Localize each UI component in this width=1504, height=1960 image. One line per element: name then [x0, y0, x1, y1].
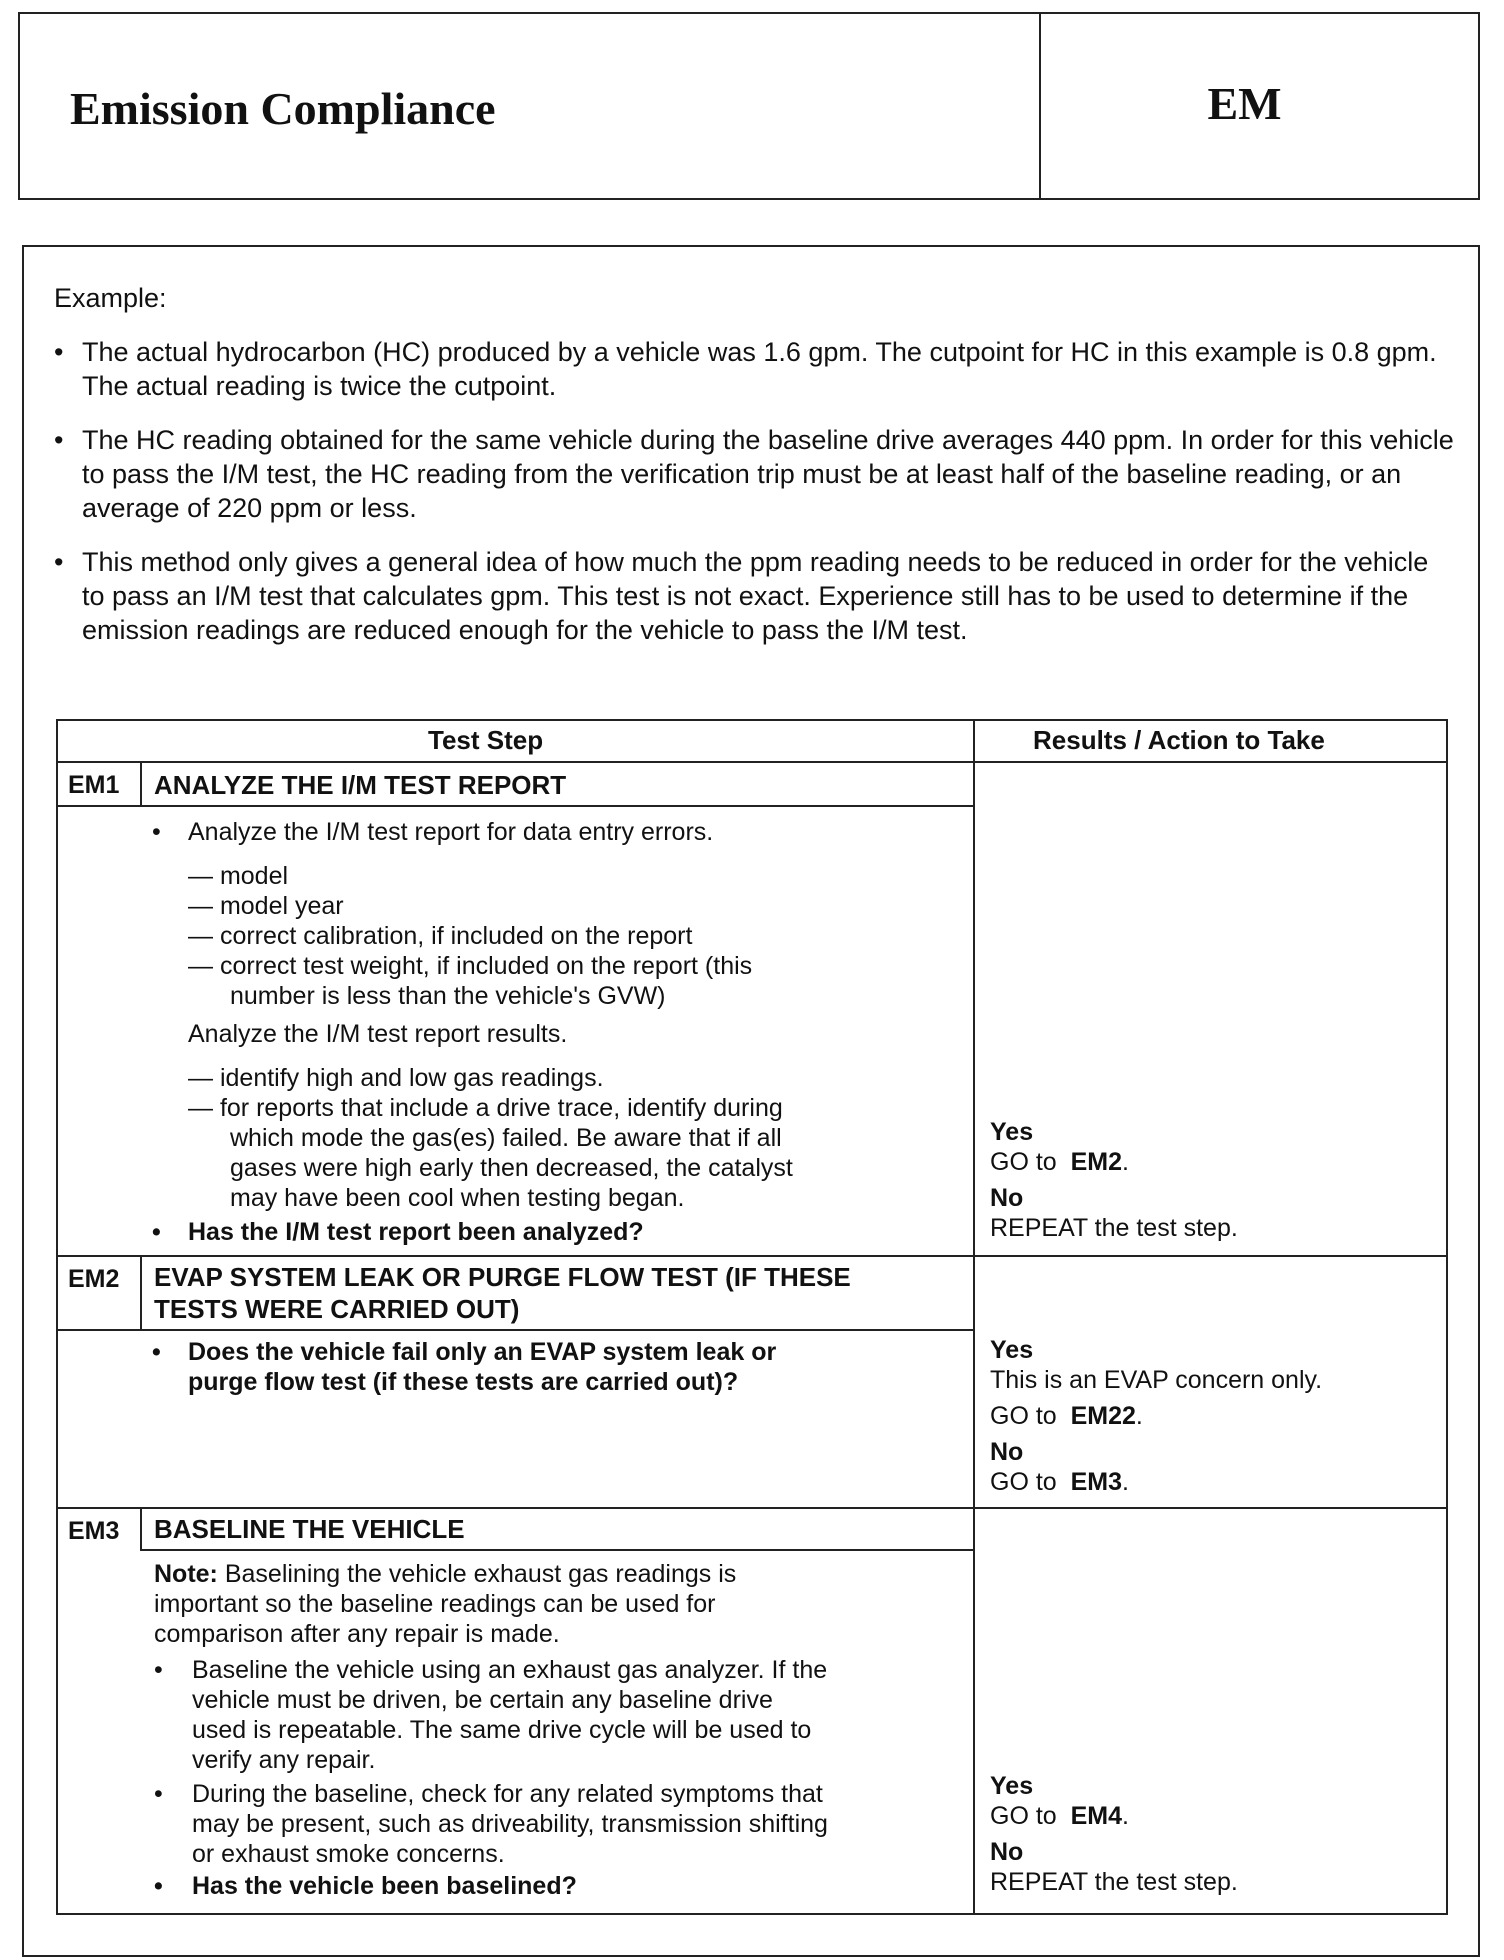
- column-header-results: Results / Action to Take: [1033, 725, 1325, 755]
- step-id-divider: [140, 1507, 142, 1549]
- result-yes-action: GO to EM22.: [990, 1402, 1143, 1430]
- example-bullet: • The HC reading obtained for the same vehicle during the baseline drive averages 440 ppm. In order for this vehicle to pass the I/M test, the HC reading from the verification trip must be at least half of the baseline reading, or an average of 220 ppm or less.: [54, 425, 1454, 523]
- dash-list: [188, 861, 752, 1011]
- list-item: which mode the gas(es) failed. Be aware that if all: [230, 1124, 782, 1152]
- step-title: ANALYZE THE I/M TEST REPORT: [154, 770, 567, 800]
- list-item: gases were high early then decreased, the catalyst: [230, 1154, 793, 1182]
- step-id: EM3: [68, 1517, 120, 1545]
- column-divider: [973, 721, 975, 1913]
- list-item: — for reports that include a drive trace, identify during: [188, 1094, 783, 1122]
- step-id-divider: [140, 761, 142, 805]
- step-title-rule: [58, 805, 973, 807]
- bullet-dot: •: [152, 818, 161, 846]
- step-note: Note: Baselining the vehicle exhaust gas readings is important so the baseline readings can be used for comparison after any repair is made.: [154, 1560, 737, 1648]
- result-no-action: GO to EM3.: [990, 1468, 1129, 1496]
- step-title: BASELINE THE VEHICLE: [154, 1514, 465, 1544]
- result-block: [990, 1771, 1238, 1897]
- example-bullet-text: The actual hydrocarbon (HC) produced by a vehicle was 1.6 gpm. The cutpoint for HC in this example is 0.8 gpm. The actual reading is twice the cutpoint.: [82, 337, 1437, 401]
- example-bullet: • The actual hydrocarbon (HC) produced by a vehicle was 1.6 gpm. The cutpoint for HC in this example is 0.8 gpm. The actual reading is twice the cutpoint.: [54, 337, 1437, 401]
- result-yes-action: GO to EM2.: [990, 1148, 1129, 1176]
- bullet-dot: •: [154, 1656, 163, 1684]
- step-title-line: TESTS WERE CARRIED OUT): [154, 1294, 520, 1324]
- example-label: Example:: [54, 283, 167, 313]
- dash-list: [188, 1063, 793, 1213]
- list-item: may have been cool when testing began.: [230, 1184, 685, 1212]
- result-block: [990, 1335, 1322, 1497]
- step-id: EM2: [68, 1265, 120, 1293]
- list-item: — correct calibration, if included on the report: [188, 922, 693, 950]
- bullet-dot: •: [152, 1218, 161, 1246]
- step-title-rule: [140, 1549, 973, 1551]
- column-header-test-step: Test Step: [428, 725, 544, 755]
- page-header: [18, 12, 1480, 200]
- step-title-line: EVAP SYSTEM LEAK OR PURGE FLOW TEST (IF THESE: [154, 1262, 851, 1292]
- list-item: — model: [188, 862, 289, 890]
- bullet-dot: •: [154, 1872, 163, 1900]
- list-item: — identify high and low gas readings.: [188, 1064, 604, 1092]
- list-item: number is less than the vehicle's GVW): [230, 982, 666, 1010]
- result-no-label: No: [990, 1838, 1024, 1866]
- result-no-label: No: [990, 1184, 1024, 1212]
- test-step-table: [56, 719, 1448, 1915]
- step-instruction: Analyze the I/M test report for data entry errors.: [188, 818, 714, 846]
- step-question: Has the I/M test report been analyzed?: [188, 1218, 644, 1246]
- step-question: Does the vehicle fail only an EVAP system leak or purge flow test (if these tests are carried out)?: [188, 1338, 777, 1396]
- section-code: EM: [1207, 77, 1282, 129]
- content-panel: [22, 245, 1480, 1957]
- step-rule: [58, 1507, 1448, 1509]
- step-id: EM1: [68, 771, 120, 799]
- result-yes-label: Yes: [990, 1772, 1034, 1800]
- list-item: — correct test weight, if included on the report (this: [188, 952, 753, 980]
- result-no-action: REPEAT the test step.: [990, 1868, 1238, 1896]
- result-yes-note: This is an EVAP concern only.: [990, 1366, 1323, 1394]
- header-rule: [58, 761, 1448, 763]
- result-yes-label: Yes: [990, 1336, 1034, 1364]
- step-instruction: Baseline the vehicle using an exhaust gas analyzer. If the vehicle must be driven, be certain any baseline drive used is repeatable. The same drive cycle will be used to verify any repair.: [192, 1656, 828, 1774]
- list-item: — model year: [188, 892, 344, 920]
- step-id-divider: [140, 1255, 142, 1329]
- step-title: [154, 1261, 851, 1325]
- result-yes-label: Yes: [990, 1118, 1034, 1146]
- result-no-action: REPEAT the test step.: [990, 1214, 1238, 1242]
- step-question: Has the vehicle been baselined?: [192, 1872, 577, 1900]
- bullet-dot: •: [152, 1338, 161, 1366]
- example-bullet: • This method only gives a general idea of how much the ppm reading needs to be reduced in order for the vehicle to pass an I/M test that calculates gpm. This test is not exact. Experience still has to be used to determine if the emission readings are reduced enough for the vehicle to pass the I/M test.: [54, 547, 1429, 645]
- example-bullet-text: The HC reading obtained for the same vehicle during the baseline drive averages 440 ppm. In order for this vehicle to pass the I/M test, the HC reading from the verification trip must be at least half of the baseline reading, or an average of 220 ppm or less.: [82, 425, 1454, 523]
- step-title-rule: [58, 1329, 973, 1331]
- example-bullet-text: This method only gives a general idea of how much the ppm reading needs to be reduced in order for the vehicle to pass an I/M test that calculates gpm. This test is not exact. Experience still has to be used to determine if the emission readings are reduced enough for the vehicle to pass the I/M test.: [82, 547, 1429, 645]
- bullet-dot: •: [154, 1780, 163, 1808]
- example-bullets: [54, 335, 1454, 667]
- step-instruction: During the baseline, check for any related symptoms that may be present, such as driveability, transmission shifting or exhaust smoke concerns.: [192, 1780, 828, 1868]
- page-title: Emission Compliance: [20, 14, 1041, 198]
- step-rule: [58, 1255, 1448, 1257]
- step-instruction: Analyze the I/M test report results.: [188, 1020, 568, 1048]
- result-no-label: No: [990, 1438, 1024, 1466]
- result-block: [990, 1117, 1238, 1243]
- result-yes-action: GO to EM4.: [990, 1802, 1129, 1830]
